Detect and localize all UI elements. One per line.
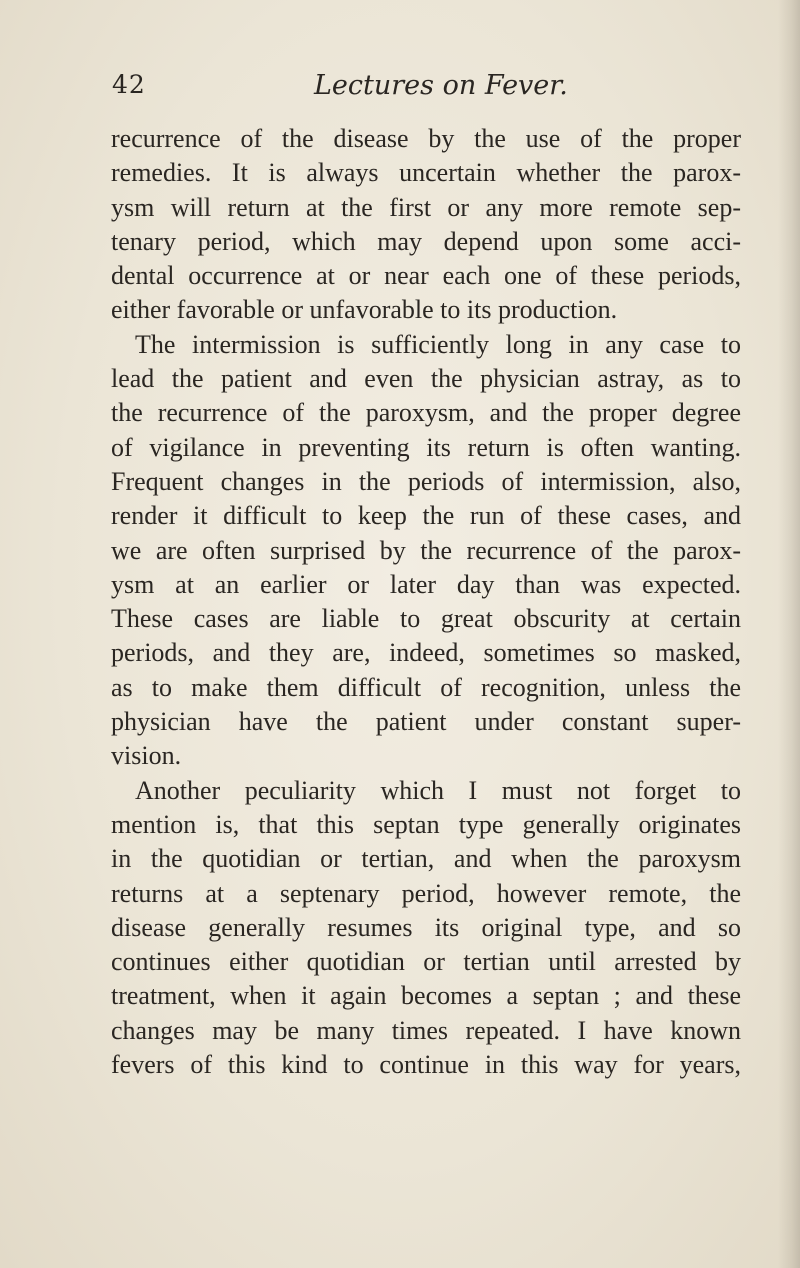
text-line: ysm at an earlier or later day than was expected. <box>111 569 741 599</box>
text-line: physician have the patient under constant super- <box>111 707 741 737</box>
page-header <box>112 70 568 110</box>
text-line: fevers of this kind to continue in this way for years, <box>111 1050 741 1080</box>
text-line: treatment, when it again becomes a septan ; and these <box>111 981 741 1011</box>
text-line: lead the patient and even the physician astray, as to <box>111 364 741 394</box>
text-line: recurrence of the disease by the use of the proper <box>111 124 741 153</box>
text-line: of vigilance in preventing its return is often wanting. <box>111 432 741 462</box>
text-line: Frequent changes in the periods of intermission, also, <box>111 466 741 496</box>
text-line: disease generally resumes its original type, and so <box>111 912 741 942</box>
text-line: mention is, that this septan type generally originates <box>111 809 741 839</box>
text-line: continues either quotidian or tertian until arrested by <box>111 947 741 977</box>
text-line: as to make them difficult of recognition, unless the <box>111 672 741 702</box>
running-title: Lectures on Fever. <box>314 70 568 101</box>
text-line: render it difficult to keep the run of these cases, and <box>111 501 741 531</box>
text-line: ysm will return at the first or any more remote sep- <box>111 192 741 222</box>
page-number: 42 <box>112 70 146 99</box>
page-edge-shadow <box>778 0 800 1268</box>
body-text <box>111 122 741 1082</box>
text-line: in the quotidian or tertian, and when the paroxysm <box>111 844 741 874</box>
text-line: remedies. It is always uncertain whether the parox- <box>111 158 741 188</box>
text-line: either favorable or unfavorable to its production. <box>111 295 618 325</box>
text-line: tenary period, which may depend upon some acci- <box>111 226 741 256</box>
text-line: we are often surprised by the recurrence of the parox- <box>111 535 741 565</box>
text-line: These cases are liable to great obscurity at certain <box>111 604 741 634</box>
text-line: returns at a septenary period, however remote, the <box>111 878 741 908</box>
text-line: periods, and they are, indeed, sometimes so masked, <box>111 638 741 668</box>
text-line: The intermission is sufficiently long in any case to <box>135 329 741 359</box>
text-line: the recurrence of the paroxysm, and the proper degree <box>111 398 741 428</box>
text-line: dental occurrence at or near each one of these periods, <box>111 261 741 291</box>
text-line: vision. <box>111 741 182 771</box>
text-line: changes may be many times repeated. I have known <box>111 1015 741 1045</box>
text-line: Another peculiarity which I must not forget to <box>135 775 741 805</box>
